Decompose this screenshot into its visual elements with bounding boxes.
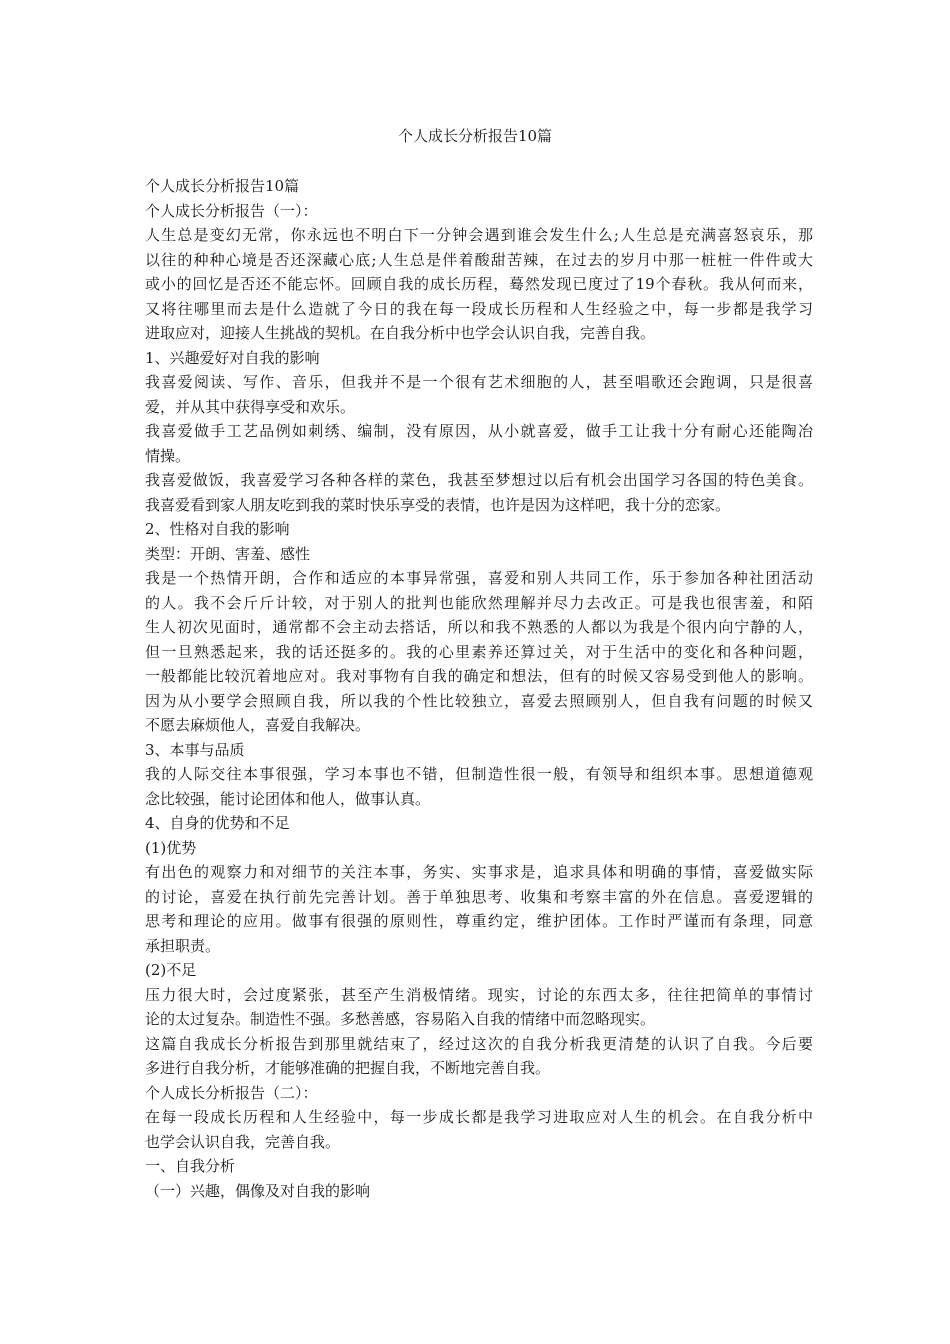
paragraph-line: 爱，并从其中获得享受和欢乐。 xyxy=(145,397,356,416)
paragraph-line: 我喜爱做手工艺品例如刺绣、编制，没有原因，从小就喜爱，做手工让我十分有耐心还能陶冶 xyxy=(145,422,813,440)
paragraph-line: 但一旦熟悉起来，我的话还挺多的。我的心里素养还算过关，对于生活中的变化和各种问题， xyxy=(145,642,813,661)
paragraph-line: 有出色的观察力和对细节的关注本事，务实、实事求是，追求具体和明确的事情，喜爱做实际 xyxy=(145,863,813,881)
section-heading: 个人成长分析报告（二）： xyxy=(145,1083,318,1102)
section-heading: 1、兴趣爱好对自我的影响 xyxy=(145,348,320,367)
section-heading: （一）兴趣，偶像及对自我的影响 xyxy=(145,1181,371,1200)
paragraph-line: 这篇自我成长分析报告到那里就结束了，经过这次的自我分析我更清楚的认识了自我。今后要 xyxy=(145,1034,813,1053)
paragraph-line: 多进行自我分析，才能够准确的把握自我，不断地完善自我。 xyxy=(145,1059,551,1077)
paragraph-line: 一般都能比较沉着地应对。我对事物有自我的确定和想法，但有的时候又容易受到他人的影响。 xyxy=(145,667,813,685)
paragraph-line: 我是一个热情开朗，合作和适应的本事异常强，喜爱和别人共同工作，乐于参加各种社团活动 xyxy=(145,569,813,587)
paragraph-line: 念比较强，能讨论团体和他人，做事认真。 xyxy=(145,789,431,808)
paragraph-line: 论的太过复杂。制造性不强。多愁善感，容易陷入自我的情绪中而忽略现实。 xyxy=(145,1010,656,1028)
paragraph-line: 因为从小要学会照顾自我，所以我的个性比较独立，喜爱去照顾别人，但自我有问题的时候又 xyxy=(145,691,813,710)
section-heading: (2)不足 xyxy=(145,961,197,979)
section-heading: 一、自我分析 xyxy=(145,1157,236,1175)
paragraph-line: 压力很大时，会过度紧张，甚至产生消极情绪。现实，讨论的东西太多，往往把简单的事情讨 xyxy=(145,985,813,1004)
paragraph-line: 情操。 xyxy=(145,446,191,465)
paragraph-line: 或小的回忆是否还不能忘怀。回顾自我的成长历程，蓦然发现已度过了19个春秋。我从何而来， xyxy=(145,275,813,293)
section-heading: (1)优势 xyxy=(145,838,197,857)
paragraph-line: 我喜爱看到家人朋友吃到我的菜时快乐享受的表情，也许是因为这样吧，我十分的恋家。 xyxy=(145,495,731,514)
paragraph-line: 类型：开朗、害羞、感性 xyxy=(145,544,311,563)
paragraph-line: 我的人际交往本事很强，学习本事也不错，但制造性很一般，有领导和组织本事。思想道德观 xyxy=(145,765,813,783)
paragraph-line: 生人初次见面时，通常都不会主动去搭话，所以和我不熟悉的人都以为我是个很内向宁静的人， xyxy=(145,618,813,636)
paragraph-line: 承担职责。 xyxy=(145,936,221,955)
paragraph-line: 我喜爱做饭，我喜爱学习各种各样的菜色，我甚至梦想过以后有机会出国学习各国的特色美食。 xyxy=(145,471,813,489)
paragraph-line: 的人。我不会斤斤计较，对于别人的批判也能欣然理解并尽力去改正。可是我也很害羞，和陌 xyxy=(145,593,813,612)
section-heading: 3、本事与品质 xyxy=(145,740,245,759)
paragraph-line: 不愿去麻烦他人，喜爱自我解决。 xyxy=(145,716,371,734)
paragraph-line: 思考和理论的应用。做事有很强的原则性，尊重约定，维护团体。工作时严谨而有条理，同意 xyxy=(145,912,813,930)
section-heading: 4、自身的优势和不足 xyxy=(145,814,290,832)
paragraph-line: 我喜爱阅读、写作、音乐，但我并不是一个很有艺术细胞的人，甚至唱歌还会跑调，只是很喜 xyxy=(145,373,813,391)
section-heading: 2、性格对自我的影响 xyxy=(145,520,290,538)
section-heading: 个人成长分析报告（一）： xyxy=(145,201,318,220)
paragraph-line: 进取应对，迎接人生挑战的契机。在自我分析中也学会认识自我，完善自我。 xyxy=(145,324,656,342)
paragraph-line: 又将往哪里而去是什么造就了今日的我在每一段成长历程和人生经验之中，每一步都是我学习 xyxy=(145,299,813,318)
document-body xyxy=(145,174,813,1203)
paragraph-line: 人生总是变幻无常，你永远也不明白下一分钟会遇到谁会发生什么;人生总是充满喜怒哀乐，那 xyxy=(145,226,813,244)
section-heading: 个人成长分析报告10篇 xyxy=(145,177,300,195)
paragraph-line: 以往的种种心境是否还深藏心底;人生总是伴着酸甜苦辣，在过去的岁月中那一桩桩一件件或大 xyxy=(145,250,813,269)
paragraph-line: 也学会认识自我，完善自我。 xyxy=(145,1132,341,1151)
paragraph-line: 在每一段成长历程和人生经验中，每一步成长都是我学习进取应对人生的机会。在自我分析中 xyxy=(145,1108,813,1126)
document-title: 个人成长分析报告10篇 xyxy=(397,127,553,145)
paragraph-line: 的讨论，喜爱在执行前先完善计划。善于单独思考、收集和考察丰富的外在信息。喜爱逻辑的 xyxy=(145,887,813,906)
